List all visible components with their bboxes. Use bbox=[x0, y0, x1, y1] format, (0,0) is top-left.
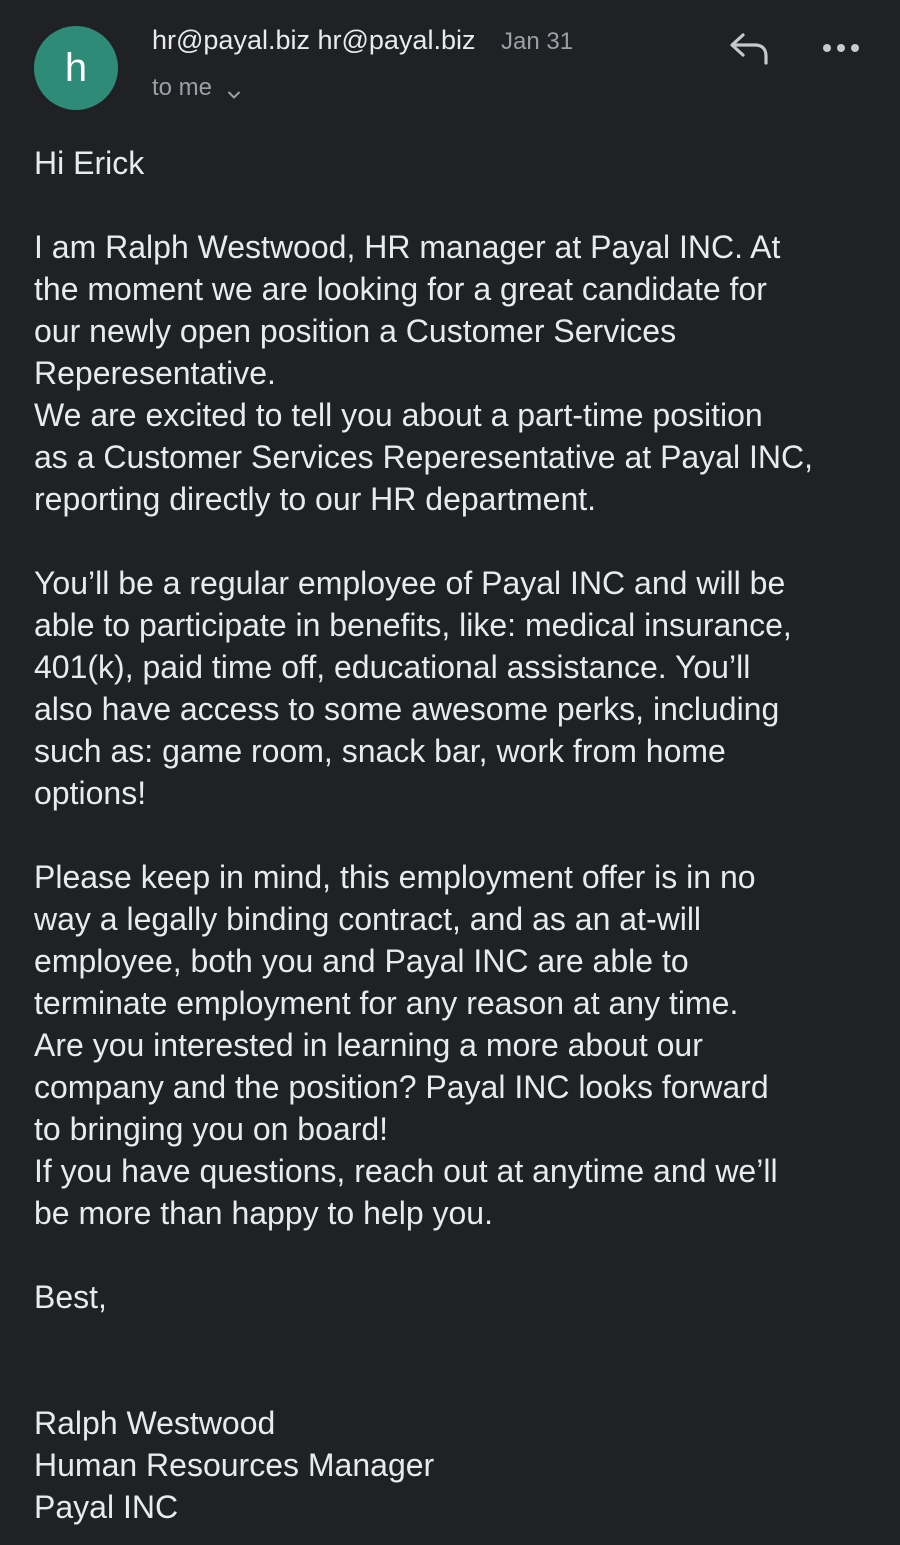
sender-avatar[interactable] bbox=[34, 26, 118, 110]
body-line: 401(k), paid time off, educational assistance. You’ll bbox=[34, 649, 751, 685]
paragraph-spacer bbox=[34, 814, 874, 856]
body-line: terminate employment for any reason at any time. bbox=[34, 985, 739, 1021]
signature bbox=[34, 1402, 874, 1528]
sender-line bbox=[152, 22, 573, 60]
paragraph-intro bbox=[34, 226, 874, 520]
message-header bbox=[0, 0, 900, 130]
more-options-icon bbox=[821, 41, 861, 59]
closing: Best, bbox=[34, 1279, 107, 1315]
more-options-button[interactable] bbox=[818, 30, 864, 70]
body-line: If you have questions, reach out at anytime and we’ll bbox=[34, 1153, 778, 1189]
body-line: company and the position? Payal INC looks forward bbox=[34, 1069, 769, 1105]
body-line: reporting directly to our HR department. bbox=[34, 481, 597, 517]
body-line: You’ll be a regular employee of Payal INC and will be bbox=[34, 565, 786, 601]
reply-button[interactable] bbox=[726, 30, 772, 70]
paragraph-spacer bbox=[34, 184, 874, 226]
signature-title: Human Resources Manager bbox=[34, 1447, 435, 1483]
paragraph-terms bbox=[34, 856, 874, 1234]
signature-name: Ralph Westwood bbox=[34, 1405, 276, 1441]
reply-icon bbox=[727, 30, 771, 71]
message-date: Jan 31 bbox=[500, 28, 574, 55]
avatar-letter: h bbox=[64, 46, 88, 90]
body-line: Please keep in mind, this employment offer is in no bbox=[34, 859, 756, 895]
chevron-down-icon bbox=[226, 80, 242, 96]
body-line: employee, both you and Payal INC are able to bbox=[34, 943, 689, 979]
message-body bbox=[34, 142, 874, 1528]
body-line: way a legally binding contract, and as an at-will bbox=[34, 901, 702, 937]
sender-address[interactable]: hr@payal.biz hr@payal.biz bbox=[152, 25, 476, 55]
body-line: also have access to some awesome perks, including bbox=[34, 691, 780, 727]
body-line: as a Customer Services Reperesentative at Payal INC, bbox=[34, 439, 813, 475]
body-line: We are excited to tell you about a part-time position bbox=[34, 397, 763, 433]
greeting: Hi Erick bbox=[34, 145, 145, 181]
body-line: the moment we are looking for a great candidate for bbox=[34, 271, 767, 307]
body-line: able to participate in benefits, like: medical insurance, bbox=[34, 607, 792, 643]
paragraph-spacer bbox=[34, 1360, 874, 1402]
paragraph-benefits bbox=[34, 562, 874, 814]
recipient-label: to me bbox=[152, 74, 213, 101]
body-line: be more than happy to help you. bbox=[34, 1195, 493, 1231]
recipient-toggle[interactable] bbox=[152, 72, 242, 104]
signature-company: Payal INC bbox=[34, 1489, 179, 1525]
body-line: I am Ralph Westwood, HR manager at Payal INC. At bbox=[34, 229, 781, 265]
body-line: to bringing you on board! bbox=[34, 1111, 389, 1147]
body-line: Are you interested in learning a more about our bbox=[34, 1027, 703, 1063]
body-line: such as: game room, snack bar, work from home bbox=[34, 733, 726, 769]
paragraph-spacer bbox=[34, 1318, 874, 1360]
body-line: options! bbox=[34, 775, 147, 811]
paragraph-spacer bbox=[34, 1234, 874, 1276]
paragraph-spacer bbox=[34, 520, 874, 562]
body-line: Reperesentative. bbox=[34, 355, 276, 391]
body-line: our newly open position a Customer Services bbox=[34, 313, 677, 349]
